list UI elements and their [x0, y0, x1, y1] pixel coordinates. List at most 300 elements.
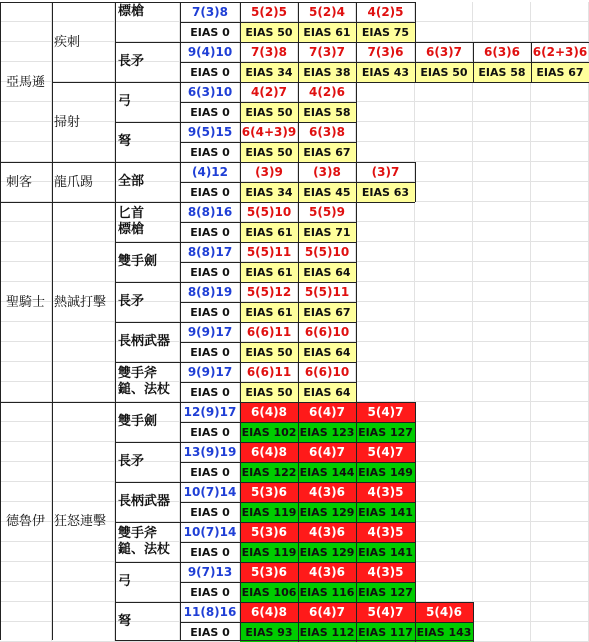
grid-cell: [531, 302, 589, 322]
eias-zero-label: EIAS 0: [190, 185, 230, 199]
grid-cell: [473, 562, 531, 582]
border-col: [298, 442, 299, 482]
grid-cell: [356, 262, 415, 282]
border-subrow: [180, 302, 356, 303]
base-frames: 8(8)17: [187, 245, 233, 259]
grid-cell: [531, 622, 589, 642]
border-row: [115, 562, 415, 563]
grid-cell: [531, 182, 589, 202]
eias-breakpoint: EIAS 50: [240, 22, 298, 42]
grid-cell: [473, 402, 531, 422]
base-frames: 13(9)19: [183, 445, 237, 459]
eias-zero-label: EIAS 0: [190, 625, 230, 639]
eias-zero-label: EIAS 0: [190, 345, 230, 359]
border-col: [531, 42, 532, 82]
eias-zero-label: EIAS 0: [190, 105, 230, 119]
base-frames: 6(3)10: [187, 85, 233, 99]
eias-breakpoint: EIAS 141: [356, 502, 415, 522]
border-row: [115, 402, 415, 403]
base-frames: 8(8)16: [187, 205, 233, 219]
class-druid: 德魯伊: [6, 513, 46, 529]
border-col: [356, 362, 357, 402]
frame-value: 6(4)8: [240, 442, 298, 462]
eias-breakpoint: EIAS 93: [240, 622, 298, 642]
grid-cell: [473, 622, 531, 642]
eias-zero-label: EIAS 0: [190, 265, 230, 279]
border-col: [298, 562, 299, 602]
grid-cell: [415, 582, 473, 602]
weapon-label-line: 雙手斧: [118, 525, 158, 541]
eias-zero-label: EIAS 0: [190, 425, 230, 439]
frame-value: 5(3)6: [240, 522, 298, 542]
border-row: [115, 282, 356, 283]
weapon-label-line: 匕首: [118, 205, 145, 221]
grid-cell: [415, 302, 473, 322]
border-subrow: [180, 342, 356, 343]
eias-breakpoint: EIAS 61: [298, 22, 356, 42]
grid-cell: [531, 502, 589, 522]
frame-value: 5(5)11: [246, 245, 292, 259]
border-col: [298, 482, 299, 522]
weapon-label: 長矛: [118, 293, 145, 309]
eias-breakpoint: EIAS 149: [356, 462, 415, 482]
weapon-label: 弓: [118, 573, 132, 589]
grid-cell: [531, 262, 589, 282]
frame-value: 4(3)5: [356, 482, 415, 502]
grid-cell: [531, 102, 589, 122]
weapon-label: 長矛: [118, 453, 145, 469]
border-row: [115, 482, 415, 483]
frame-value: 5(5)9: [308, 205, 346, 219]
grid-cell: [473, 122, 531, 142]
frame-value: 6(4)8: [240, 402, 298, 422]
grid-cell: [415, 382, 473, 402]
border-col: [356, 482, 357, 522]
eias-breakpoint: EIAS 61: [240, 262, 298, 282]
border-col: [298, 602, 299, 642]
border-value: [240, 2, 241, 640]
border-col: [356, 242, 357, 282]
frame-value: 6(6)11: [246, 325, 292, 339]
eias-breakpoint: EIAS 141: [356, 542, 415, 562]
grid-cell: [415, 262, 473, 282]
eias-zero-label: EIAS 0: [190, 585, 230, 599]
border-col: [356, 202, 357, 242]
grid-cell: [415, 162, 473, 182]
grid-cell: [356, 302, 415, 322]
grid-cell: [356, 122, 415, 142]
grid-cell: [415, 282, 473, 302]
eias-breakpoint: EIAS 67: [531, 62, 589, 82]
grid-cell: [356, 82, 415, 102]
grid-cell: [473, 482, 531, 502]
eias-breakpoint: EIAS 119: [240, 502, 298, 522]
grid-cell: [473, 502, 531, 522]
frame-value: 6(4)7: [298, 442, 356, 462]
grid-cell: [356, 242, 415, 262]
border-col: [356, 2, 357, 42]
eias-breakpoint: EIAS 129: [298, 542, 356, 562]
grid-cell: [415, 2, 473, 22]
border-row: [115, 82, 589, 83]
eias-breakpoint: EIAS 63: [356, 182, 415, 202]
frame-value: (3)7: [371, 165, 400, 179]
frame-value: 4(3)5: [356, 522, 415, 542]
border-row: [115, 202, 415, 203]
frame-value: 6(6)11: [246, 365, 292, 379]
grid-cell: [356, 322, 415, 342]
eias-breakpoint: EIAS 61: [240, 302, 298, 322]
grid-cell: [356, 362, 415, 382]
grid-cell: [415, 542, 473, 562]
grid-cell: [531, 522, 589, 542]
frame-value: 6(4)7: [298, 402, 356, 422]
border-row: [115, 442, 415, 443]
border-row: [115, 2, 415, 3]
base-frames: 9(5)15: [187, 125, 233, 139]
grid-cell: [531, 242, 589, 262]
border-col: [298, 522, 299, 562]
eias-breakpoint: EIAS 50: [240, 102, 298, 122]
grid-cell: [531, 422, 589, 442]
grid-cell: [473, 242, 531, 262]
grid-cell: [356, 102, 415, 122]
base-frames: 9(9)17: [187, 365, 233, 379]
frame-value: 5(4)6: [415, 602, 473, 622]
border-col: [356, 522, 357, 562]
eias-zero-label: EIAS 0: [190, 465, 230, 479]
frame-value: 5(4)7: [356, 602, 415, 622]
base-frames: 10(7)14: [183, 485, 237, 499]
weapon-label: 雙手劍: [118, 413, 158, 429]
frame-value: 7(3)7: [308, 45, 346, 59]
weapon-label-dagger-javelin: [115, 202, 180, 242]
eias-breakpoint: EIAS 119: [240, 542, 298, 562]
grid-cell: [415, 142, 473, 162]
eias-breakpoint: EIAS 43: [356, 62, 415, 82]
eias-breakpoint: EIAS 38: [298, 62, 356, 82]
grid-cell: [473, 582, 531, 602]
weapon-label: 長柄武器: [118, 493, 171, 509]
frame-value: 7(3)8: [250, 45, 288, 59]
base-frames: 7(3)8: [191, 5, 229, 19]
grid-cell: [356, 382, 415, 402]
frame-value: 4(2)5: [367, 5, 404, 19]
grid-cell: [473, 322, 531, 342]
border-row: [115, 42, 589, 43]
grid-cell: [473, 2, 531, 22]
frame-value: 6(4+3)9: [241, 125, 297, 139]
grid-cell: [415, 222, 473, 242]
border-skill: [52, 2, 53, 640]
border-subrow: [180, 222, 356, 223]
grid-cell: [473, 22, 531, 42]
border-col: [415, 162, 416, 202]
border-subrow: [180, 262, 356, 263]
weapon-label: 全部: [118, 173, 145, 189]
eias-breakpoint: EIAS 71: [298, 222, 356, 242]
grid-cell: [415, 82, 473, 102]
frame-value: (3)8: [313, 165, 341, 179]
border-row: [115, 122, 356, 123]
border-col: [473, 602, 474, 642]
eias-breakpoint: EIAS 127: [356, 582, 415, 602]
class-amazon: 亞馬遜: [6, 74, 46, 90]
class-assassin: 刺客: [6, 174, 33, 190]
eias-breakpoint: EIAS 102: [240, 422, 298, 442]
border-left: [0, 2, 1, 640]
grid-cell: [415, 102, 473, 122]
grid-cell: [473, 82, 531, 102]
grid-cell: [531, 382, 589, 402]
frame-value: 5(2)5: [250, 5, 288, 19]
grid-cell: [531, 82, 589, 102]
grid-cell: [531, 122, 589, 142]
grid-cell: [531, 2, 589, 22]
weapon-label-line: 標槍: [118, 222, 145, 237]
border-col: [298, 322, 299, 362]
border-col: [356, 442, 357, 482]
base-frames: 10(7)14: [183, 525, 237, 539]
border-col: [415, 2, 416, 42]
eias-breakpoint: EIAS 116: [298, 582, 356, 602]
eias-zero-label: EIAS 0: [190, 385, 230, 399]
eias-breakpoint: EIAS 34: [240, 182, 298, 202]
eias-zero-label: EIAS 0: [190, 505, 230, 519]
skill-strafe: 掃射: [54, 114, 81, 130]
border-col: [298, 202, 299, 242]
base-frames: 9(9)17: [187, 325, 233, 339]
frame-value: 6(2+3)6: [532, 45, 588, 59]
skill-fury: 狂怒連擊: [54, 513, 107, 529]
frame-value: (3)9: [255, 165, 283, 179]
grid-cell: [531, 602, 589, 622]
grid-cell: [356, 342, 415, 362]
border-weapon: [115, 2, 116, 640]
weapon-label: 弓: [118, 93, 132, 109]
border-col: [356, 402, 357, 442]
eias-breakpoint: EIAS 58: [298, 102, 356, 122]
border-bottom: [115, 640, 473, 641]
border-col: [415, 602, 416, 642]
skill-dragon-claw: 龍爪踢: [54, 174, 94, 190]
border-col: [473, 42, 474, 82]
grid-cell: [473, 522, 531, 542]
grid-cell: [473, 102, 531, 122]
skill-zeal: 熱誠打擊: [54, 294, 107, 310]
grid-cell: [473, 142, 531, 162]
grid-cell: [531, 222, 589, 242]
weapon-label-line: 鎚、法杖: [118, 382, 171, 397]
border-col: [356, 122, 357, 162]
grid-cell: [473, 422, 531, 442]
eias-breakpoint: EIAS 64: [298, 382, 356, 402]
grid-cell: [473, 342, 531, 362]
grid-cell: [415, 462, 473, 482]
border-col: [298, 82, 299, 122]
border-col: [356, 322, 357, 362]
frame-value: 5(5)10: [304, 245, 350, 259]
grid-cell: [473, 262, 531, 282]
border-col: [298, 162, 299, 202]
eias-breakpoint: EIAS 75: [356, 22, 415, 42]
border-col: [356, 282, 357, 322]
border-col: [298, 362, 299, 402]
grid-cell: [531, 162, 589, 182]
grid-cell: [415, 322, 473, 342]
frame-value: 5(2)4: [308, 5, 346, 19]
eias-breakpoint: EIAS 127: [356, 422, 415, 442]
grid-cell: [356, 222, 415, 242]
grid-cell: [473, 542, 531, 562]
frame-value: 7(3)6: [367, 45, 404, 59]
grid-cell: [531, 542, 589, 562]
base-frames: 8(8)19: [187, 285, 233, 299]
grid-cell: [415, 242, 473, 262]
weapon-label: 弩: [118, 613, 132, 629]
border-row: [115, 522, 415, 523]
grid-cell: [531, 402, 589, 422]
border-col: [415, 562, 416, 602]
eias-breakpoint: EIAS 106: [240, 582, 298, 602]
eias-breakpoint: EIAS 50: [240, 382, 298, 402]
border-subrow: [180, 622, 473, 623]
border-row: [115, 242, 356, 243]
border-col: [356, 162, 357, 202]
base-frames: 9(4)10: [187, 45, 233, 59]
frame-value: 4(2)7: [250, 85, 288, 99]
grid-cell: [473, 282, 531, 302]
frame-value: 5(3)6: [240, 562, 298, 582]
border-col: [298, 2, 299, 42]
frame-value: 5(5)12: [246, 285, 292, 299]
eias-breakpoint: EIAS 45: [298, 182, 356, 202]
base-frames: 12(9)17: [183, 405, 237, 419]
eias-breakpoint: EIAS 129: [298, 502, 356, 522]
grid-cell: [415, 202, 473, 222]
border-col: [415, 42, 416, 82]
grid-cell: [356, 142, 415, 162]
grid-cell: [356, 282, 415, 302]
border-subrow: [180, 142, 356, 143]
base-frames: 11(8)16: [183, 605, 237, 619]
border-col: [415, 482, 416, 522]
grid-cell: [473, 182, 531, 202]
eias-breakpoint: EIAS 34: [240, 62, 298, 82]
grid-cell: [473, 162, 531, 182]
border-row: [115, 162, 415, 163]
grid-cell: [531, 562, 589, 582]
frame-value: 4(3)6: [298, 562, 356, 582]
grid-cell: [415, 342, 473, 362]
eias-breakpoint: EIAS 67: [298, 302, 356, 322]
eias-zero-label: EIAS 0: [190, 145, 230, 159]
grid-cell: [473, 202, 531, 222]
weapon-label-line: 雙手斧: [118, 365, 158, 381]
border-base: [180, 2, 181, 640]
eias-breakpoint: EIAS 50: [415, 62, 473, 82]
frame-value: 6(3)6: [483, 45, 521, 59]
frame-value: 4(3)5: [356, 562, 415, 582]
border-col: [356, 562, 357, 602]
eias-breakpoint: EIAS 58: [473, 62, 531, 82]
eias-breakpoint: EIAS 117: [356, 622, 415, 642]
grid-cell: [115, 22, 180, 42]
weapon-label: 長柄武器: [118, 333, 171, 349]
grid-cell: [415, 482, 473, 502]
weapon-label: 長矛: [118, 53, 145, 69]
eias-breakpoint: EIAS 122: [240, 462, 298, 482]
grid-cell: [415, 442, 473, 462]
grid-cell: [531, 442, 589, 462]
frame-value: 6(4)7: [298, 602, 356, 622]
border-col: [298, 282, 299, 322]
skill-jab: 疾刺: [54, 34, 81, 50]
border-subrow: [180, 102, 356, 103]
eias-breakpoint: EIAS 50: [240, 342, 298, 362]
border-subrow: [180, 62, 589, 63]
eias-zero-label: EIAS 0: [190, 225, 230, 239]
grid-cell: [356, 202, 415, 222]
grid-cell: [531, 362, 589, 382]
border-col: [298, 242, 299, 282]
grid-cell: [473, 462, 531, 482]
eias-breakpoint: EIAS 112: [298, 622, 356, 642]
grid-cell: [473, 302, 531, 322]
weapon-label: 弩: [118, 133, 132, 149]
grid-cell: [531, 22, 589, 42]
border-row: [115, 322, 356, 323]
grid-cell: [531, 342, 589, 362]
frame-value: 5(3)6: [240, 482, 298, 502]
grid-cell: [415, 182, 473, 202]
border-row: [115, 602, 473, 603]
border-col: [415, 402, 416, 442]
grid-cell: [415, 362, 473, 382]
grid-cell: [531, 202, 589, 222]
frame-value: 6(3)8: [308, 125, 346, 139]
grid-cell: [531, 142, 589, 162]
eias-breakpoint: EIAS 64: [298, 262, 356, 282]
eias-breakpoint: EIAS 144: [298, 462, 356, 482]
grid-cell: [531, 282, 589, 302]
grid-cell: [473, 362, 531, 382]
grid-cell: [415, 502, 473, 522]
border-col: [356, 82, 357, 122]
eias-breakpoint: EIAS 61: [240, 222, 298, 242]
frame-value: 5(4)7: [356, 402, 415, 422]
eias-breakpoint: EIAS 64: [298, 342, 356, 362]
border-col: [415, 442, 416, 482]
frame-value: 6(3)7: [425, 45, 463, 59]
frame-value: 4(3)6: [298, 522, 356, 542]
weapon-label: 雙手劍: [118, 253, 158, 269]
grid-cell: [473, 442, 531, 462]
frame-value: 5(5)11: [304, 285, 350, 299]
frame-value: 5(4)7: [356, 442, 415, 462]
grid-cell: [531, 582, 589, 602]
grid-cell: [473, 602, 531, 622]
grid-cell: [415, 122, 473, 142]
grid-cell: [415, 422, 473, 442]
eias-zero-label: EIAS 0: [190, 65, 230, 79]
weapon-label-axe-mace: [115, 362, 180, 402]
base-frames: 9(7)13: [187, 565, 233, 579]
grid-cell: [415, 402, 473, 422]
border-col: [356, 602, 357, 642]
grid-cell: [531, 462, 589, 482]
eias-breakpoint: EIAS 50: [240, 142, 298, 162]
